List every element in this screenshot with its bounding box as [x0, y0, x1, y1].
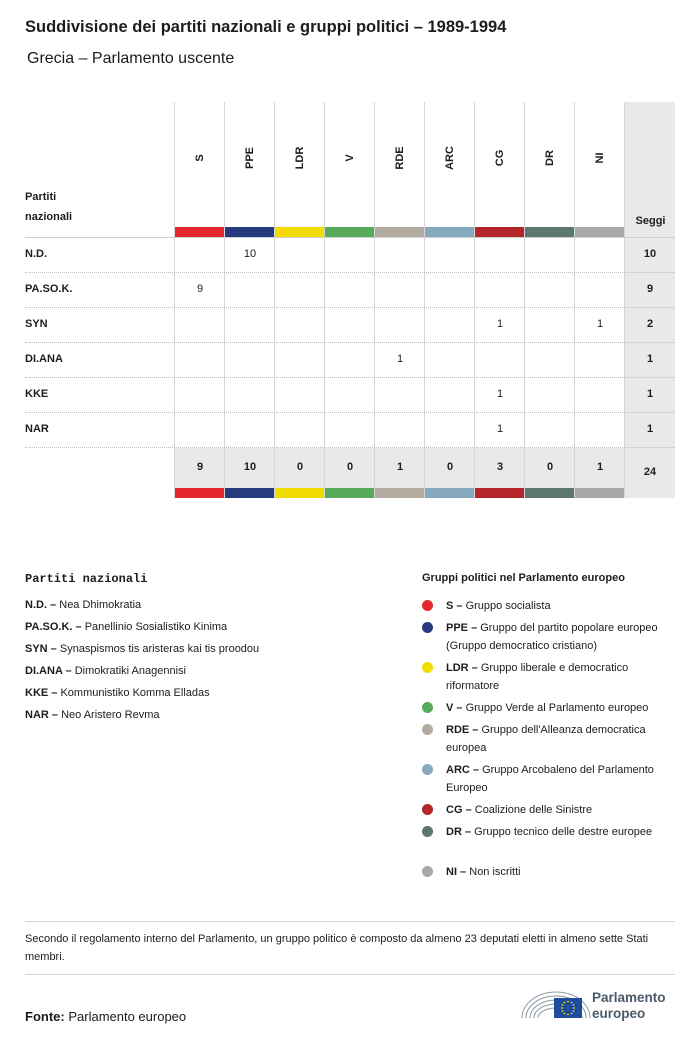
logo-line1: Parlamento [592, 990, 666, 1005]
group-legend-text [446, 761, 682, 797]
group-legend-text [446, 721, 682, 757]
group-color-bar [325, 227, 374, 237]
column-total: 0 [346, 461, 354, 473]
group-abbr: V – [446, 702, 463, 714]
group-name: Non iscritti [466, 866, 521, 878]
seat-cell: 1 [496, 318, 504, 330]
column-header: V [344, 154, 356, 162]
party-name: Neo Aristero Revma [58, 709, 160, 721]
column-header: S [194, 154, 206, 162]
row-divider [25, 377, 675, 378]
row-total: 10 [643, 248, 657, 260]
group-color-bar [175, 227, 224, 237]
group-color-bar [275, 488, 324, 498]
row-divider [25, 272, 675, 273]
group-abbr: CG – [446, 804, 472, 816]
seats-table [0, 0, 700, 520]
column-divider [374, 102, 375, 498]
column-total: 0 [546, 461, 554, 473]
seggi-column-background [625, 102, 675, 498]
group-color-bar [475, 227, 524, 237]
party-abbr: KKE – [25, 687, 58, 699]
column-header: NI [594, 152, 606, 164]
party-legend-item [25, 665, 186, 677]
party-legend-item [25, 687, 210, 699]
column-header: LDR [294, 146, 306, 170]
group-legend-text [446, 823, 682, 841]
party-legend-item [25, 709, 160, 721]
group-color-bar [375, 227, 424, 237]
groups-legend-title: Gruppi politici nel Parlamento europeo [422, 572, 625, 584]
group-name: Gruppo Verde al Parlamento europeo [462, 702, 649, 714]
row-total: 1 [646, 388, 654, 400]
group-abbr: NI – [446, 866, 467, 878]
row-header: Partiti nazionali [25, 191, 73, 223]
seat-cell: 9 [196, 283, 204, 295]
column-header: PPE [244, 147, 256, 170]
group-color-bar [375, 488, 424, 498]
legend-swatch [422, 662, 433, 673]
column-total: 10 [243, 461, 257, 473]
column-total: 3 [496, 461, 504, 473]
legend-swatch [422, 764, 433, 775]
group-color-bar [525, 227, 574, 237]
party-label: SYN [25, 318, 48, 330]
party-name: Dimokratiki Anagennisi [71, 665, 186, 677]
source-label: Fonte: [25, 1009, 65, 1024]
group-legend-text [446, 863, 682, 881]
column-header: CG [494, 149, 506, 167]
row-total: 2 [646, 318, 654, 330]
group-name: Gruppo dell'Alleanza democratica europea [446, 724, 646, 754]
party-name: Nea Dhimokratia [56, 599, 142, 611]
group-name: Gruppo tecnico delle destre europee [471, 826, 653, 838]
row-divider [25, 307, 675, 308]
group-abbr: S – [446, 600, 463, 612]
party-label: N.D. [25, 248, 47, 260]
seat-cell: 10 [243, 248, 257, 260]
group-name: Gruppo liberale e democratico riformatore [446, 662, 629, 692]
column-divider [624, 102, 625, 498]
group-name: Coalizione delle Sinistre [471, 804, 593, 816]
logo-text [592, 990, 666, 1022]
divider [25, 974, 675, 975]
seat-cell: 1 [496, 423, 504, 435]
column-total: 0 [296, 461, 304, 473]
legend-swatch [422, 622, 433, 633]
party-abbr: PA.SO.K. – [25, 621, 82, 633]
group-name: Gruppo socialista [462, 600, 551, 612]
party-name: Kommunistiko Komma Elladas [57, 687, 210, 699]
party-legend-item [25, 643, 259, 655]
page-title: Suddivisione dei partiti nazionali e gruppi politici – 1989-1994 [25, 18, 507, 36]
group-abbr: ARC – [446, 764, 480, 776]
column-total: 9 [196, 461, 204, 473]
party-label: PA.SO.K. [25, 283, 73, 295]
column-header: ARC [444, 146, 456, 170]
column-divider [324, 102, 325, 498]
group-color-bar [525, 488, 574, 498]
row-total: 1 [646, 423, 654, 435]
page-subtitle: Grecia – Parlamento uscente [27, 50, 235, 67]
group-legend-text [446, 699, 682, 717]
legend-swatch [422, 826, 433, 837]
divider [25, 921, 675, 922]
party-label: DI.ANA [25, 353, 63, 365]
group-color-bar [575, 227, 624, 237]
column-divider [174, 102, 175, 498]
row-divider [25, 342, 675, 343]
column-total: 1 [596, 461, 604, 473]
source-value: Parlamento europeo [68, 1009, 187, 1024]
column-divider [424, 102, 425, 498]
party-label: KKE [25, 388, 49, 400]
column-header: RDE [394, 146, 406, 170]
seat-cell: 1 [396, 353, 404, 365]
group-abbr: LDR – [446, 662, 478, 674]
seat-cell: 1 [596, 318, 604, 330]
party-label: NAR [25, 423, 49, 435]
group-name: Gruppo del partito popolare europeo (Gruppo democratico cristiano) [446, 622, 658, 652]
seat-cell: 1 [496, 388, 504, 400]
legend-swatch [422, 702, 433, 713]
group-legend-text [446, 597, 682, 615]
party-name: Panellinio Sosialistiko Kinima [81, 621, 228, 633]
group-color-bar [325, 488, 374, 498]
group-abbr: PPE – [446, 622, 478, 634]
party-abbr: SYN – [25, 643, 57, 655]
legend-swatch [422, 600, 433, 611]
group-legend-text [446, 659, 682, 695]
column-header: DR [544, 150, 556, 166]
group-color-bar [225, 488, 274, 498]
column-divider [474, 102, 475, 498]
column-divider [274, 102, 275, 498]
group-legend-text [446, 801, 682, 819]
row-divider [25, 447, 675, 448]
column-divider [224, 102, 225, 498]
column-divider [574, 102, 575, 498]
group-legend-text [446, 619, 682, 655]
group-color-bar [425, 488, 474, 498]
group-color-bar [275, 227, 324, 237]
logo-line2: europeo [592, 1006, 646, 1021]
group-color-bar [475, 488, 524, 498]
group-color-bar [225, 227, 274, 237]
column-total: 1 [396, 461, 404, 473]
header-rule [25, 237, 675, 238]
source-line [25, 1009, 186, 1024]
row-divider [25, 412, 675, 413]
legend-swatch [422, 724, 433, 735]
column-divider [524, 102, 525, 498]
party-name: Synaspismos tis aristeras kai tis proodou [56, 643, 260, 655]
group-abbr: RDE – [446, 724, 479, 736]
footnote: Secondo il regolamento interno del Parlamento, un gruppo politico è composto da almeno 23 deputati eletti in almeno sette Stati membri. [25, 933, 649, 963]
seggi-header: Seggi [635, 215, 666, 227]
legend-swatch [422, 804, 433, 815]
group-abbr: DR – [446, 826, 472, 838]
group-color-bar [425, 227, 474, 237]
party-legend-item [25, 599, 141, 611]
party-abbr: N.D. – [25, 599, 57, 611]
group-name: Gruppo Arcobaleno del Parlamento Europeo [446, 764, 654, 794]
grand-total: 24 [643, 466, 657, 478]
column-total: 0 [446, 461, 454, 473]
legend-swatch [422, 866, 433, 877]
row-total: 1 [646, 353, 654, 365]
group-color-bar [575, 488, 624, 498]
parties-legend-title: Partiti nazionali [25, 572, 148, 586]
group-color-bar [175, 488, 224, 498]
party-abbr: NAR – [25, 709, 59, 721]
party-legend-item [25, 621, 227, 633]
party-abbr: DI.ANA – [25, 665, 72, 677]
row-total: 9 [646, 283, 654, 295]
